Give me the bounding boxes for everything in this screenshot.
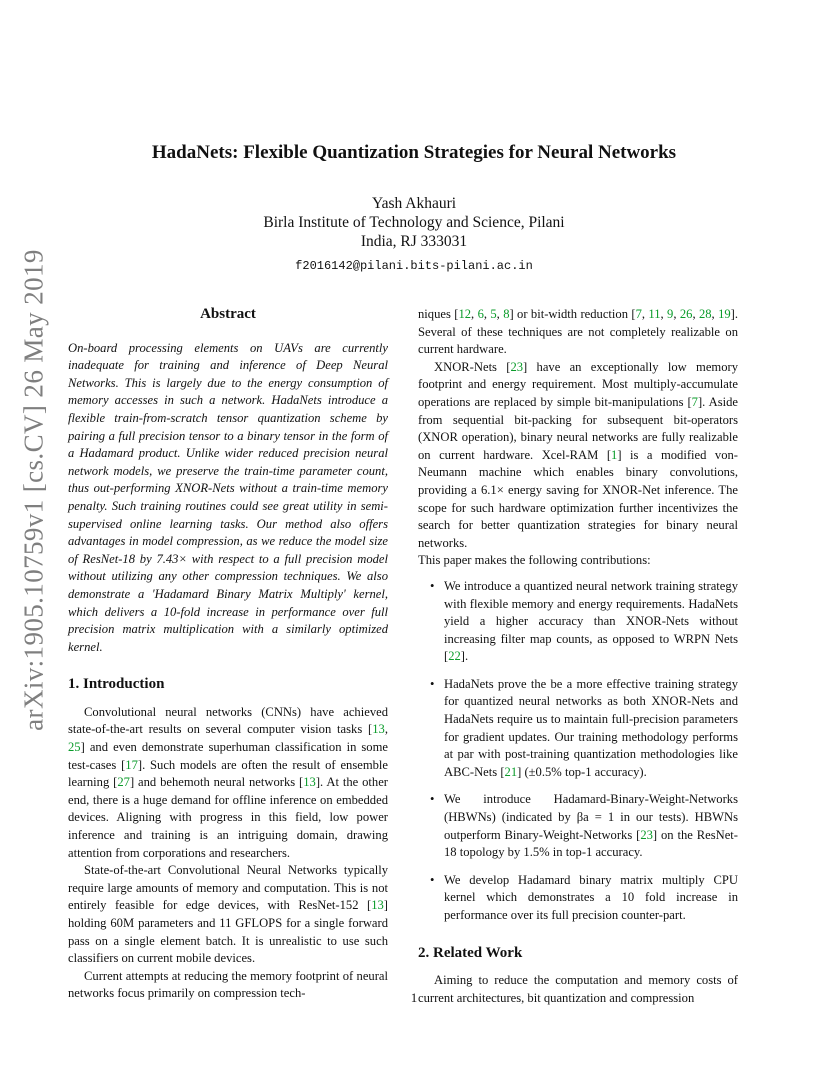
right-column (418, 306, 738, 1007)
citation-link[interactable]: 11 (648, 307, 661, 321)
abstract-text: On-board processing elements on UAVs are currently inadequate for training and inference of Deep Neural Networks. This is largely due to the energy consumption of memory accesses in such a network. HadaNets introduce a flexible train-from-scratch tensor quantization scheme by pairing a full precision tensor to a binary tensor in the form of a Hadamard product. Unlike wider reduced precision neural network models, we preserve the train-time parameter count, thus out-performing XNOR-Nets without a train-time memory penalty. Such training routines could see great utility in semi-supervised online learning tasks. Our method also offers advantages in model compression, as we reduce the model size of ResNet-18 by 7.43× with respect to a full precision model without utilizing any other compression techniques. We also demonstrate a 'Hadamard Binary Matrix Multiply' kernel, which delivers a 10-fold increase in performance over full precision matrix multiplication with a similarly optimized kernel. (68, 340, 388, 654)
citation-link[interactable]: 6 (477, 307, 484, 321)
citation-link[interactable]: 19 (718, 307, 731, 321)
abstract-heading: Abstract (200, 306, 256, 322)
author-location: India, RJ 333031 (360, 233, 468, 250)
intro-paragraph-2: State-of-the-art Convolutional Neural Networks typically require large amounts of memory and computation. This is not entirely feasible for edge devices, with ResNet-152 [13] holding 60M parameters and 11 GFLOPS for a single forward pass on a single element batch. It is unrealistic to use such classifiers on current mobile devices. (68, 863, 388, 966)
citation-link[interactable]: 25 (68, 740, 81, 755)
intro-heading: 1. Introduction (68, 676, 165, 693)
contributions-list (418, 578, 738, 925)
list-item: • We introduce a quantized neural network training strategy with flexible memory and energy requirements. HadaNets yield a higher accuracy than XNOR-Nets without increasing filter map counts, as opposed to WRPN Nets [22]. (444, 578, 738, 666)
list-item: • We introduce Hadamard-Binary-Weight-Networks (HBWNs) (indicated by βa = 1 in our tests). HBWNs outperform Binary-Weight-Networks [23] on the ResNet-18 topology by 1.5% in top-1 accuracy. (444, 791, 738, 861)
right-paragraph-1: XNOR-Nets [23] have an exceptionally low memory footprint and energy requirement. Most multiply-accumulate operations are replaced by simple bit-manipulations [7]. Aside from sequential bit-packing for subsequent bit-operators (XNOR operation), binary neural networks are fully realizable on current hardware. Xcel-RAM [1] is a modified von-Neumann machine which enables binary convolutions, providing a 6.1× energy saving for XNOR-Net inference. The scope for such hardware optimization further incentivizes the search for better quantization strategies for binary neural networks. (418, 359, 739, 550)
contributions-intro: This paper makes the following contributions: (418, 553, 651, 568)
list-item: • We develop Hadamard binary matrix multiply CPU kernel which demonstrates a 10 fold increase in performance over its full precision counter-part. (444, 872, 738, 925)
citation-link[interactable]: 21 (504, 764, 518, 779)
arxiv-stamp: arXiv:1905.10759v1 [cs.CV] 26 May 2019 (18, 249, 49, 731)
citation-link[interactable]: 28 (698, 307, 712, 321)
citation-link[interactable]: 13 (372, 722, 385, 737)
left-column (68, 306, 388, 1003)
citation-link[interactable]: 13 (371, 898, 384, 913)
citation-link[interactable]: 22 (448, 649, 461, 664)
related-work-paragraph: Aiming to reduce the computation and memory costs of current architectures, bit quantization and compression (418, 973, 738, 1005)
citation-link[interactable]: 1 (611, 447, 618, 462)
page-number: 1 (410, 990, 418, 1005)
citation-link[interactable]: 13 (303, 775, 316, 790)
related-work-heading: 2. Related Work (418, 944, 523, 961)
right-paragraph-0: niques [12, 6, 5, 8] or bit-width reduction [7, 11, 9, 26, 28, 19]. Several of these techniques are not completely realizable on current hardware. (418, 307, 738, 357)
citation-link[interactable]: 5 (490, 307, 497, 321)
list-item: • HadaNets prove the be a more effective training strategy for quantized neural networks as both XNOR-Nets and HadaNets require us to maintain full-precision parameters for gradient updates. Our training methodology performs at par with post-training quantization methodologies like ABC-Nets [21] (±0.5% top-1 accuracy). (444, 676, 738, 782)
citation-link[interactable]: 9 (667, 307, 674, 321)
citation-link[interactable]: 8 (503, 307, 510, 321)
author-name: Yash Akhauri (371, 195, 457, 212)
citation-link[interactable]: 12 (458, 307, 472, 321)
intro-paragraph-3: Current attempts at reducing the memory footprint of neural networks focus primarily on compression tech- (68, 968, 388, 1001)
citation-link[interactable]: 23 (640, 827, 653, 842)
paper-title: HadaNets: Flexible Quantization Strategies for Neural Networks (151, 142, 677, 163)
citation-link[interactable]: 7 (691, 394, 698, 409)
citation-link[interactable]: 7 (635, 307, 642, 321)
author-block (0, 194, 828, 276)
author-affiliation: Birla Institute of Technology and Science, Pilani (263, 214, 565, 231)
citation-link[interactable]: 17 (125, 757, 138, 772)
citation-link[interactable]: 26 (679, 307, 693, 321)
author-email: f2016142@pilani.bits-pilani.ac.in (295, 259, 533, 273)
intro-paragraph-1: Convolutional neural networks (CNNs) have achieved state-of-the-art results on several computer vision tasks [13, 25] and even demonstrate superhuman classification in some test-cases [17]. Such models are often the result of ensemble learning [27] and behemoth neural networks [13]. At the other end, there is a huge demand for offline inference on embedded devices. Aligning with progress in this field, low power inference and training is an intriguing domain, drawing attention from corporations and researchers. (68, 704, 388, 860)
citation-link[interactable]: 27 (117, 775, 130, 790)
citation-link[interactable]: 23 (510, 359, 524, 374)
